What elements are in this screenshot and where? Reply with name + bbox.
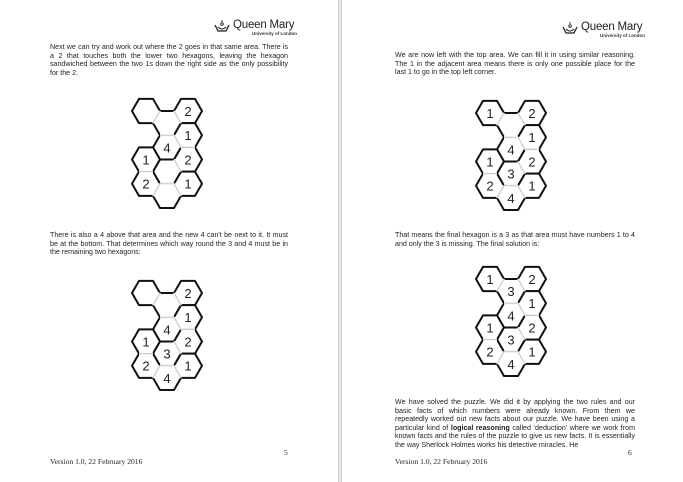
hex-number: 4 bbox=[507, 356, 515, 372]
hex-number: 2 bbox=[184, 152, 192, 168]
hex-number: 1 bbox=[528, 130, 536, 146]
hex-number: 1 bbox=[184, 358, 192, 374]
hex-number: 1 bbox=[184, 176, 192, 192]
paragraph: We have solved the puzzle. We did it by applying the two rules and our basic facts of which numbers were already known. From them we repeatedly worked out new facts about our puzzle. We have been using a particular kind of logical reasoning called ‘deduction’ where we work from known facts and the rules of the puzzle to give us new facts. It is essentially the way Sherlock Holmes works his detective miracles. He bbox=[395, 398, 635, 449]
hex-number: 3 bbox=[163, 346, 171, 362]
hex-number: 2 bbox=[486, 178, 494, 194]
page-5 bbox=[0, 0, 338, 482]
hex-number: 4 bbox=[163, 370, 171, 386]
hex-number: 1 bbox=[486, 320, 494, 336]
hex-number: 3 bbox=[507, 284, 515, 300]
hex-number: 1 bbox=[142, 334, 150, 350]
paragraph: We are now left with the top area. We can fill it in using similar reasoning. The 1 in the adjacent area means there is only one possible place for the last 1 to go in the top left corner. bbox=[395, 51, 635, 77]
hex-number: 3 bbox=[507, 332, 515, 348]
hex-number: 4 bbox=[507, 190, 515, 206]
hex-number: 1 bbox=[528, 178, 536, 194]
paragraph: That means the final hexagon is a 3 as that area must have numbers 1 to 4 and only the 3 is missing. The final solution is: bbox=[395, 231, 635, 248]
hex-number: 3 bbox=[507, 166, 515, 182]
hex-number: 4 bbox=[163, 140, 171, 156]
logo-subtitle: University of London bbox=[252, 31, 297, 36]
page-6 bbox=[342, 0, 683, 482]
hex-number: 2 bbox=[142, 358, 150, 374]
hex-number: 4 bbox=[163, 322, 171, 338]
hex-number: 2 bbox=[486, 344, 494, 360]
version-footer: Version 1.0, 22 February 2016 bbox=[395, 457, 488, 466]
puzzle-figure-2 bbox=[0, 0, 338, 482]
hex-number: 1 bbox=[486, 272, 494, 287]
logo-name: Queen Mary bbox=[233, 19, 295, 31]
hex-number: 2 bbox=[142, 176, 150, 192]
page-number: 6 bbox=[628, 448, 632, 457]
hex-number: 4 bbox=[507, 308, 515, 324]
paragraph: There is also a 4 above that area and the new 4 can't be next to it. It must be at the bottom. That determines which way round the 3 and 4 must be in the remaining two hexagons: bbox=[50, 231, 288, 257]
hex-number: 2 bbox=[184, 104, 192, 119]
version-footer: Version 1.0, 22 February 2016 bbox=[50, 457, 143, 466]
hex-number: 4 bbox=[507, 142, 515, 158]
page-number: 5 bbox=[284, 448, 288, 457]
hex-number: 2 bbox=[528, 106, 536, 121]
hex-number: 1 bbox=[486, 106, 494, 121]
hex-number: 1 bbox=[184, 128, 192, 144]
logo-name: Queen Mary bbox=[581, 21, 643, 33]
hex-number: 1 bbox=[184, 310, 192, 326]
hex-number: 1 bbox=[486, 154, 494, 170]
paragraph: Next we can try and work out where the 2 goes in that same area. There is a 2 that touches both the lower two hexagons, leaving the hexagon sandwiched between the two 1s down the right side as the only possibility for the 2. bbox=[50, 43, 288, 77]
hex-number: 2 bbox=[528, 272, 536, 287]
hex-number: 2 bbox=[528, 320, 536, 336]
hex-number: 1 bbox=[142, 152, 150, 168]
hex-number: 2 bbox=[528, 154, 536, 170]
hex-number: 2 bbox=[184, 286, 192, 301]
logo-subtitle: University of London bbox=[600, 33, 645, 38]
hex-number: 1 bbox=[528, 296, 536, 312]
hex-number: 1 bbox=[528, 344, 536, 360]
hex-number: 2 bbox=[184, 334, 192, 350]
logical-reasoning-term: logical reasoning bbox=[450, 423, 510, 432]
